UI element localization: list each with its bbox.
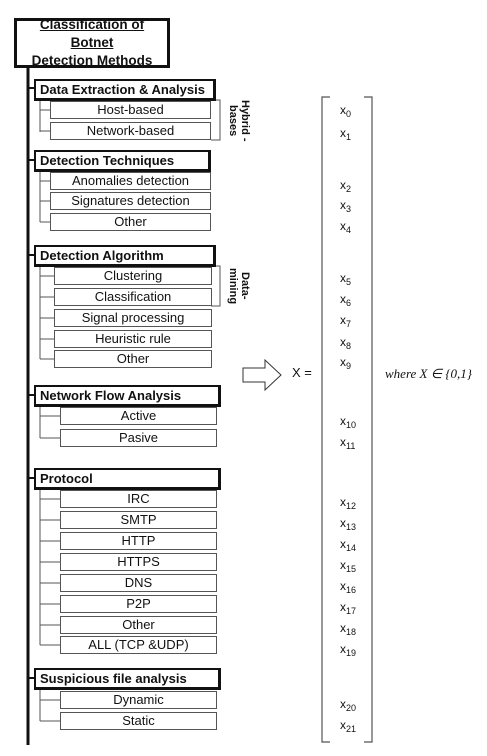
vector-entry-x17: $x_{17}$ — [340, 600, 357, 616]
vector-entry-x21: $x_{21}$ — [340, 718, 357, 734]
category-detection-algorithm: Detection Algorithm — [34, 245, 216, 267]
item-anomalies-detection: Anomalies detection — [50, 172, 211, 190]
vector-entry-x19: $x_{19}$ — [340, 642, 357, 658]
group-label-data-mining: Data- mining — [227, 267, 251, 305]
vector-entry-x7: $x_7$ — [340, 313, 352, 329]
title-line-2: Detection Methods — [31, 53, 153, 68]
item-static: Static — [60, 712, 217, 730]
vector-entry-x20: $x_{20}$ — [340, 697, 357, 713]
item-host-based: Host-based — [50, 101, 211, 119]
vector-entry-x18: $x_{18}$ — [340, 621, 357, 637]
item-irc: IRC — [60, 490, 217, 508]
group-label-hybrid: Hybrid -bases — [227, 100, 251, 142]
vector-lhs: X = — [292, 365, 312, 380]
item-dynamic: Dynamic — [60, 691, 217, 709]
vector-entry-x14: $x_{14}$ — [340, 537, 357, 553]
category-detection-techniques: Detection Techniques — [34, 150, 211, 172]
vector-entry-x8: $x_8$ — [340, 335, 352, 351]
category-data-extraction: Data Extraction & Analysis — [34, 79, 216, 101]
vector-entry-x2: $x_2$ — [340, 178, 352, 194]
item-heuristic-rule: Heuristic rule — [54, 330, 212, 348]
vector-entry-x13: $x_{13}$ — [340, 516, 357, 532]
vector-entry-x5: $x_5$ — [340, 271, 352, 287]
item-active: Active — [60, 407, 217, 425]
vector-condition: where X ∈ {0,1} — [385, 366, 472, 381]
item-other-techniques: Other — [50, 213, 211, 231]
item-signal-processing: Signal processing — [54, 309, 212, 327]
item-clustering: Clustering — [54, 267, 212, 285]
vector-entry-x15: $x_{15}$ — [340, 558, 357, 574]
category-protocol: Protocol — [34, 468, 221, 490]
item-other-protocol: Other — [60, 616, 217, 634]
item-p2p: P2P — [60, 595, 217, 613]
vector-entry-x0: $x_0$ — [340, 103, 352, 119]
vector-entry-x1: $x_1$ — [340, 126, 352, 142]
diagram-title — [14, 18, 170, 68]
vector-entry-x12: $x_{12}$ — [340, 495, 357, 511]
item-network-based: Network-based — [50, 122, 211, 140]
vector-entry-x16: $x_{16}$ — [340, 579, 357, 595]
item-smtp: SMTP — [60, 511, 217, 529]
item-pasive: Pasive — [60, 429, 217, 447]
item-http: HTTP — [60, 532, 217, 550]
title-line-1: Classification of Botnet — [39, 17, 145, 50]
item-all-tcp-udp: ALL (TCP &UDP) — [60, 636, 217, 654]
vector-entry-x6: $x_6$ — [340, 292, 352, 308]
vector-entry-x10: $x_{10}$ — [340, 414, 357, 430]
category-suspicious-file-analysis: Suspicious file analysis — [34, 668, 221, 690]
vector-entry-x4: $x_4$ — [340, 219, 352, 235]
vector-entry-x3: $x_3$ — [340, 198, 352, 214]
item-other-algorithm: Other — [54, 350, 212, 368]
item-classification: Classification — [54, 288, 212, 306]
category-network-flow-analysis: Network Flow Analysis — [34, 385, 221, 407]
item-https: HTTPS — [60, 553, 217, 571]
vector-entry-x11: $x_{11}$ — [340, 435, 356, 451]
item-signatures-detection: Signatures detection — [50, 192, 211, 210]
vector-entry-x9: $x_9$ — [340, 355, 352, 371]
item-dns: DNS — [60, 574, 217, 592]
